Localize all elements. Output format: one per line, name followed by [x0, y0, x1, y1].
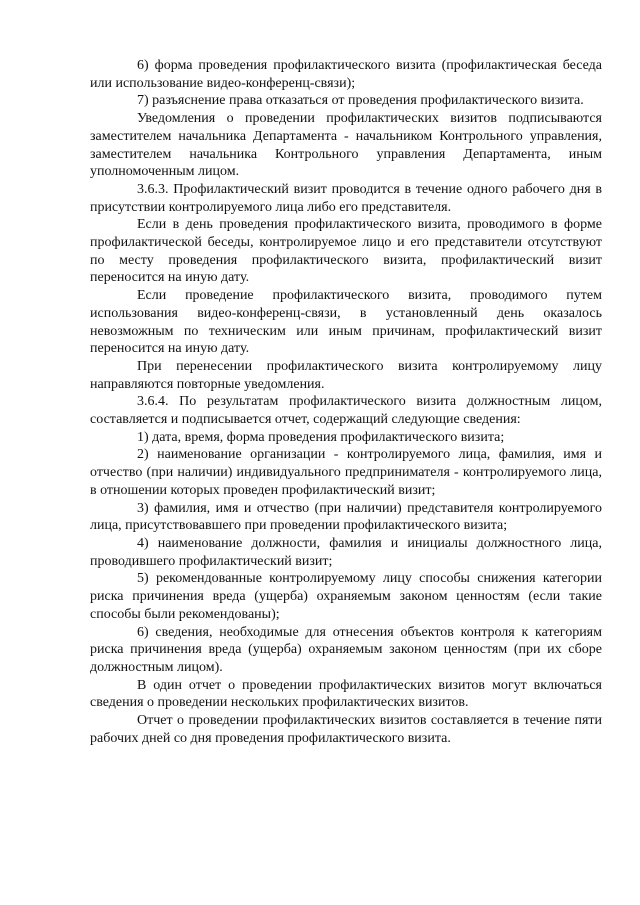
list-item: 5) рекомендованные контролируемому лицу способы снижения категории риска причинения вреда (ущерба) охраняемым законом ценностям (если такие способы были рекомендованы); [90, 571, 602, 622]
paragraph: 3.6.3. Профилактический визит проводится в течение одного рабочего дня в присутствии контролируемого лица либо его представителя. [90, 181, 602, 215]
paragraph: Если в день проведения профилактического визита, проводимого в форме профилактической беседы, контролируемое лицо и его представители отсутствуют по месту проведения профилактического визита, профилактический визит переносится на иную дату. [90, 217, 602, 286]
paragraph: 7) разъяснение права отказаться от проведения профилактического визита. [137, 93, 584, 109]
paragraph: Уведомления о проведении профилактических визитов подписываются заместителем начальника Департамента - начальником Контрольного управления, заместителем начальника Контрольного управления Департамента, иным уполномоченным лицом. [90, 111, 602, 180]
paragraph: При перенесении профилактического визита контролируемому лицу направляются повторные уведомления. [90, 358, 602, 392]
paragraph: В один отчет о проведении профилактических визитов могут включаться сведения о проведении нескольких профилактических визитов. [90, 677, 602, 711]
paragraph: Если проведение профилактического визита, проводимого путем использования видео-конференц-связи, в установленный день оказалось невозможным по техническим или иным причинам, профилактический визит переносится на иную дату. [90, 288, 602, 357]
list-item: 3) фамилия, имя и отчество (при наличии) представителя контролируемого лица, присутствовавшего при проведении профилактического визита; [90, 500, 602, 534]
list-item: 4) наименование должности, фамилия и инициалы должностного лица, проводившего профилактический визит; [90, 535, 602, 569]
paragraph: Отчет о проведении профилактических визитов составляется в течение пяти рабочих дней со дня проведения профилактического визита. [90, 713, 602, 746]
list-item: 1) дата, время, форма проведения профилактического визита; [137, 429, 505, 445]
paragraph: 3.6.4. По результатам профилактического визита должностным лицом, составляется и подписывается отчет, содержащий следующие сведения: [90, 394, 602, 428]
list-item: 2) наименование организации - контролируемого лица, фамилия, имя и отчество (при наличии) индивидуального предпринимателя - контролируемого лица, в отношении которых проведен профилактический визит; [90, 447, 602, 498]
paragraph: 6) форма проведения профилактического визита (профилактическая беседа или использование видео-конференц-связи); [90, 58, 602, 91]
list-item: 6) сведения, необходимые для отнесения объектов контроля к категориям риска причинения вреда (ущерба) охраняемым законом ценностям (при их сборе должностным лицом). [90, 624, 602, 675]
document-body [90, 57, 602, 747]
